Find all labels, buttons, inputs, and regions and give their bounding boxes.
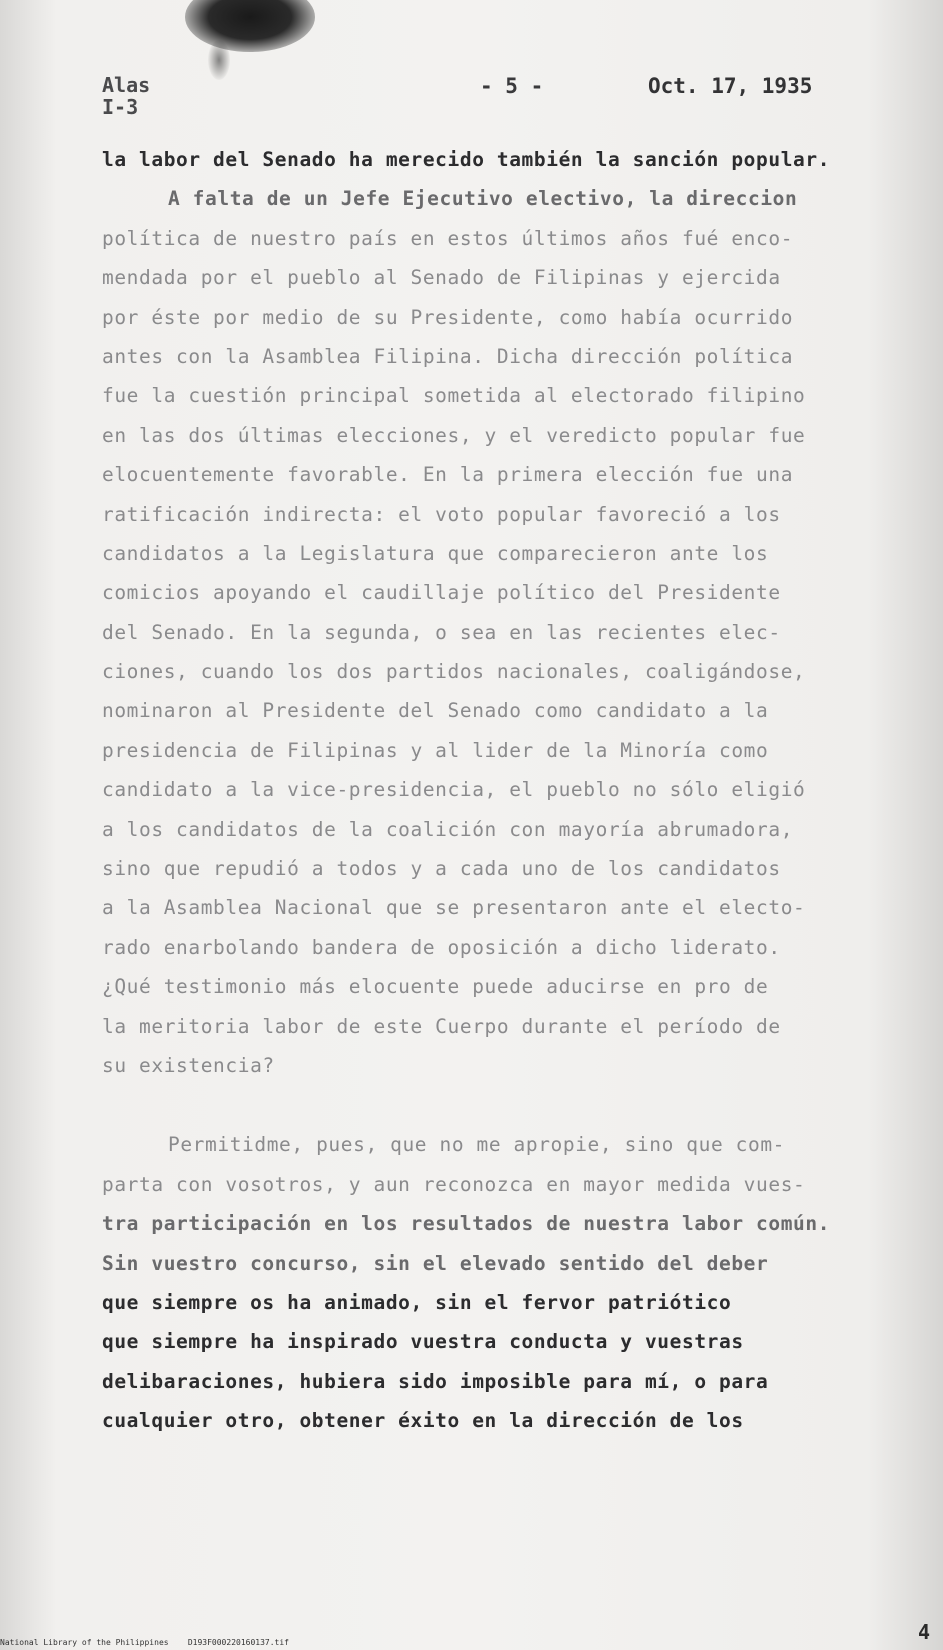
text-line: parta con vosotros, y aun reconozca en mayor medida vues- xyxy=(102,1172,806,1196)
text-line: que siempre os ha animado, sin el fervor patriótico xyxy=(102,1290,732,1314)
text-line: antes con la Asamblea Filipina. Dicha dirección política xyxy=(102,344,794,368)
text-line: del Senado. En la segunda, o sea en las recientes elec- xyxy=(102,620,781,644)
ink-smudge xyxy=(185,0,315,52)
text-line: su existencia? xyxy=(102,1053,275,1077)
text-line: rado enarbolando bandera de oposición a dicho liderato. xyxy=(102,935,781,959)
text-line: ¿Qué testimonio más elocuente puede aducirse en pro de xyxy=(102,975,769,999)
file-reference xyxy=(102,74,150,118)
corner-mark: 4 xyxy=(918,1620,931,1644)
file-reference-line1: Alas xyxy=(102,73,151,97)
text-line: fue la cuestión principal sometida al electorado filipino xyxy=(102,384,806,408)
archive-footer: National Library of the Philippines D193F000220160137.tif xyxy=(0,1638,289,1647)
text-line: la meritoria labor de este Cuerpo durante el período de xyxy=(102,1014,781,1038)
paragraph-gap xyxy=(102,1085,902,1125)
text-line: ciones, cuando los dos partidos nacionales, coaligándose, xyxy=(102,660,806,684)
file-reference-line2: I-3 xyxy=(102,95,139,119)
text-line: delibaraciones, hubiera sido imposible para mí, o para xyxy=(102,1369,769,1393)
text-line: en las dos últimas elecciones, y el veredicto popular fue xyxy=(102,423,806,447)
text-line: por éste por medio de su Presidente, como había ocurrido xyxy=(102,305,794,329)
text-line: candidato a la vice-presidencia, el pueblo no sólo eligió xyxy=(102,778,806,802)
text-line: nominaron al Presidente del Senado como candidato a la xyxy=(102,699,769,723)
text-line: A falta de un Jefe Ejecutivo electivo, la direccion xyxy=(168,187,798,211)
text-line: a los candidatos de la coalición con mayoría abrumadora, xyxy=(102,817,794,841)
text-line: sino que repudió a todos y a cada uno de los candidatos xyxy=(102,857,781,881)
body-text xyxy=(102,140,902,1441)
document-date: Oct. 17, 1935 xyxy=(648,74,813,98)
text-line: Sin vuestro concurso, sin el elevado sentido del deber xyxy=(102,1251,769,1275)
text-line: política de nuestro país en estos últimos años fué enco- xyxy=(102,226,794,250)
text-line: Permitidme, pues, que no me apropie, sino que com- xyxy=(168,1133,785,1157)
text-line: candidatos a la Legislatura que comparecieron ante los xyxy=(102,541,769,565)
text-line: que siempre ha inspirado vuestra conducta y vuestras xyxy=(102,1330,744,1354)
text-line: cualquier otro, obtener éxito en la dirección de los xyxy=(102,1409,744,1433)
text-line: tra participación en los resultados de nuestra labor común. xyxy=(102,1212,831,1236)
text-line: la labor del Senado ha merecido también la sanción popular. xyxy=(102,148,831,171)
text-line: mendada por el pueblo al Senado de Filipinas y ejercida xyxy=(102,266,781,290)
text-line: comicios apoyando el caudillaje político del Presidente xyxy=(102,581,781,605)
text-line: presidencia de Filipinas y al lider de la Minoría como xyxy=(102,738,769,762)
page-number: - 5 - xyxy=(480,74,544,98)
ink-smudge-tail xyxy=(208,40,230,80)
text-line: ratificación indirecta: el voto popular favoreció a los xyxy=(102,502,781,526)
text-line: elocuentemente favorable. En la primera elección fue una xyxy=(102,463,794,487)
text-line: a la Asamblea Nacional que se presentaron ante el electo- xyxy=(102,896,806,920)
